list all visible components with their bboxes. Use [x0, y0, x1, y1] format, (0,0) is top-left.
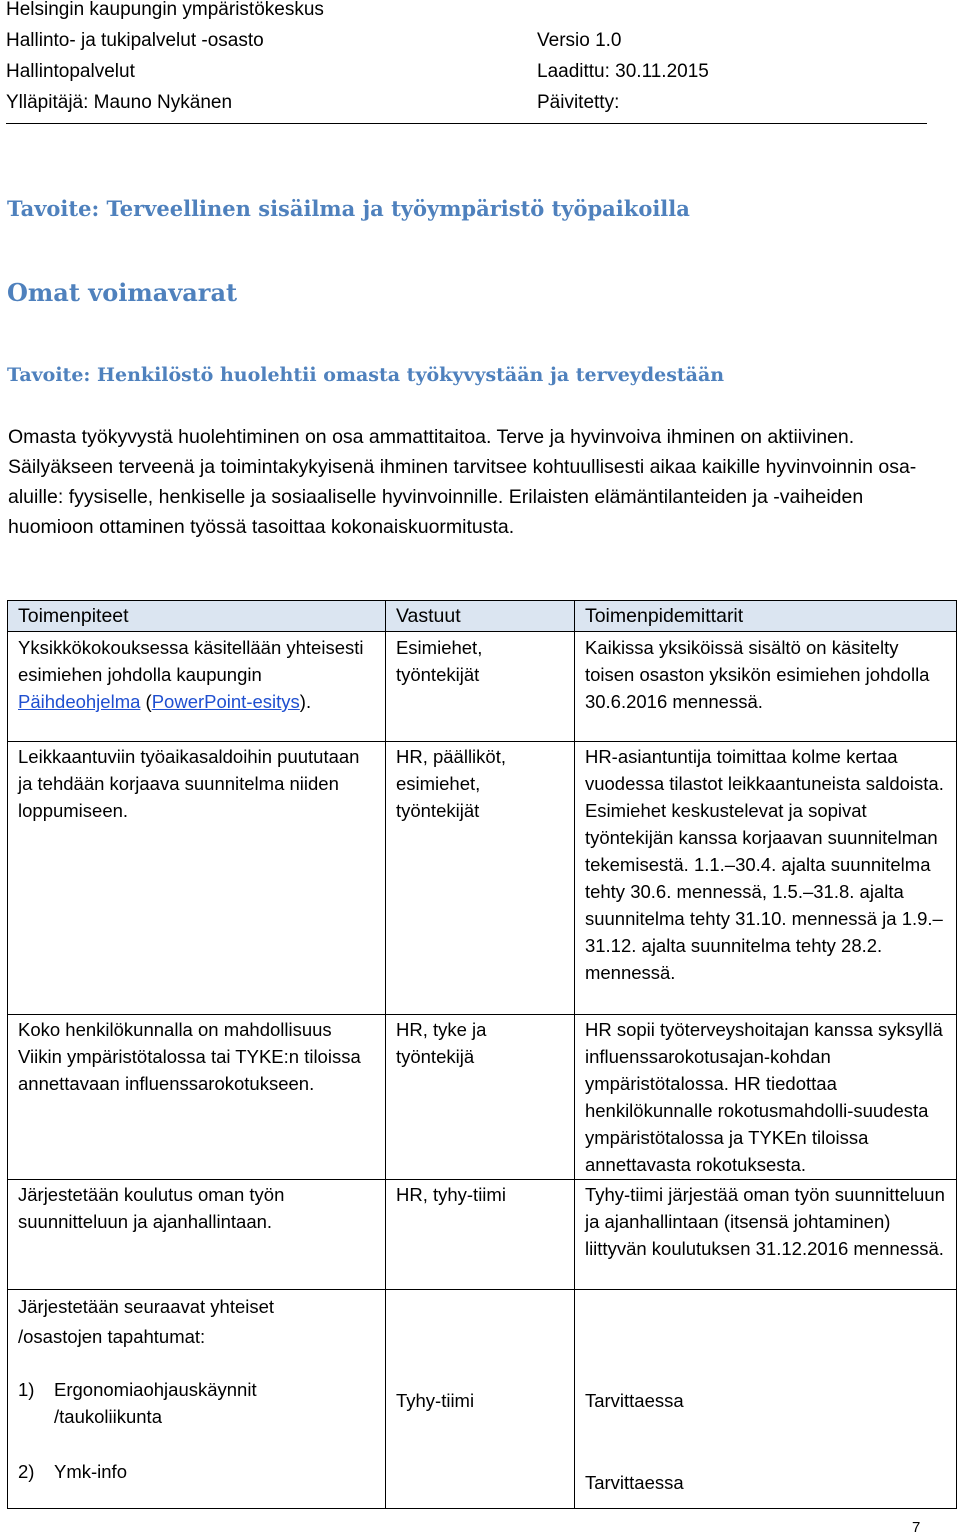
responsibility-text: Tyhy-tiimi — [395, 1390, 475, 1411]
responsibility-cell: HR, päälliköt, esimiehet, työntekijät — [385, 742, 574, 1015]
metric-text: Tarvittaessa — [584, 1390, 684, 1411]
header-unit: Hallintopalvelut — [6, 61, 135, 82]
column-header-metrics: Toimenpidemittarit — [574, 601, 956, 632]
list-item-text: Ergonomiaohjauskäynnit /taukoliikunta — [54, 1379, 257, 1427]
page-number: 7 — [912, 1519, 921, 1536]
events-intro-line1: Järjestetään seuraavat yhteiset — [18, 1296, 275, 1317]
powerpoint-link[interactable]: PowerPoint-esitys — [151, 691, 300, 712]
table-row — [8, 632, 957, 742]
table-row — [8, 1290, 957, 1509]
action-cell — [8, 1290, 386, 1509]
metric-cell: HR sopii työterveyshoitajan kanssa syksyllä influenssarokotusajan-kohdan ympäristötalossa. HR tiedottaa henkilökunnalle rokotusmahdolli-suudesta ympäristötalossa ja TYKEn tiloissa annettavasta rokotuksesta. — [574, 1015, 956, 1180]
metric-cell: Tyhy-tiimi järjestää oman työn suunnitteluun ja ajanhallintaan (itsensä johtaminen) liittyvän koulutuksen 31.12.2016 mennessä. — [574, 1180, 956, 1290]
responsibility-cell: Esimiehet, työntekijät — [385, 632, 574, 742]
metric-cell: Kaikissa yksiköissä sisältö on käsitelty toisen osaston yksikön esimiehen johdolla 30.6.2016 mennessä. — [574, 632, 956, 742]
action-text-end: ). — [299, 691, 312, 712]
header-updated: Päivitetty: — [537, 92, 620, 113]
metric-cell: HR-asiantuntija toimittaa kolme kertaa vuodessa tilastot leikkaantuneista saldoista. Esimiehet keskustelevat ja sopivat työntekijän kanssa korjaavan suunnitelman tekemisestä. 1.1.–30.4. ajalta suunnitelma tehty 30.6. mennessä, 1.5.–31.8. ajalta suunnitelma tehty 31.10. mennessä ja 1.9.–31.12. ajalta suunnitelma tehty 28.2. mennessä. — [574, 742, 956, 1015]
goal-heading-work-ability: Tavoite: Henkilöstö huolehtii omasta työkyvystään ja terveydestään — [7, 364, 725, 386]
header-created: Laadittu: 30.11.2015 — [537, 61, 709, 82]
metric-text: Tarvittaessa — [584, 1472, 684, 1493]
header-maintainer: Ylläpitäjä: Mauno Nykänen — [6, 92, 233, 113]
action-cell: Koko henkilökunnalla on mahdollisuus Viikin ympäristötalossa tai TYKE:n tiloissa annettavaan influenssarokotukseen. — [8, 1015, 386, 1180]
table-row — [8, 1180, 957, 1290]
action-cell: Leikkaantuviin työaikasaldoihin puututaan ja tehdään korjaava suunnitelma niiden loppumiseen. — [8, 742, 386, 1015]
header-department: Hallinto- ja tukipalvelut -osasto — [6, 30, 264, 51]
header-version: Versio 1.0 — [537, 30, 622, 51]
action-cell — [8, 632, 386, 742]
section-heading-own-resources: Omat voimavarat — [7, 278, 238, 307]
responsibility-cell — [385, 1290, 574, 1509]
responsibility-cell: HR, tyhy-tiimi — [385, 1180, 574, 1290]
intro-paragraph: Omasta työkyvystä huolehtiminen on osa ammattitaitoa. Terve ja hyvinvoiva ihminen on aktiivinen. Säilyäkseen terveenä ja toimintakykyisenä ihminen tarvitsee kohtuullisesti aikaa kaikille hyvinvoinnin osa-aluille: fyysiselle, henkiselle ja sosiaaliselle hyvinvoinnille. Erilaisten elämäntilanteiden ja -vaiheiden huomioon ottaminen työssä tasoittaa kokonaiskuormitusta. — [8, 426, 917, 538]
metric-cell — [574, 1290, 956, 1509]
action-text-mid: ( — [140, 691, 152, 712]
list-item-number: 2) — [18, 1461, 35, 1482]
list-item — [18, 1458, 375, 1485]
goal-heading-indoor-air: Tavoite: Terveellinen sisäilma ja työympäristö työpaikoilla — [7, 196, 690, 221]
responsibility-cell: HR, tyke ja työntekijä — [385, 1015, 574, 1180]
header-org: Helsingin kaupungin ympäristökeskus — [6, 0, 324, 20]
action-cell: Järjestetään koulutus oman työn suunnitteluun ja ajanhallintaan. — [8, 1180, 386, 1290]
table-row — [8, 742, 957, 1015]
column-header-actions: Toimenpiteet — [8, 601, 386, 632]
table-row — [8, 1015, 957, 1180]
header-divider — [6, 123, 927, 124]
paihdeohjelma-link[interactable]: Päihdeohjelma — [18, 691, 141, 712]
table-header-row — [8, 601, 957, 632]
list-item-text: Ymk-info — [54, 1461, 127, 1482]
events-intro-line2: /osastojen tapahtumat: — [18, 1326, 206, 1347]
list-item-number: 1) — [18, 1379, 35, 1400]
actions-table — [7, 600, 957, 1509]
list-item — [18, 1376, 375, 1430]
action-text: Yksikkökokouksessa käsitellään yhteisesti esimiehen johdolla kaupungin — [18, 637, 364, 685]
column-header-responsibilities: Vastuut — [385, 601, 574, 632]
